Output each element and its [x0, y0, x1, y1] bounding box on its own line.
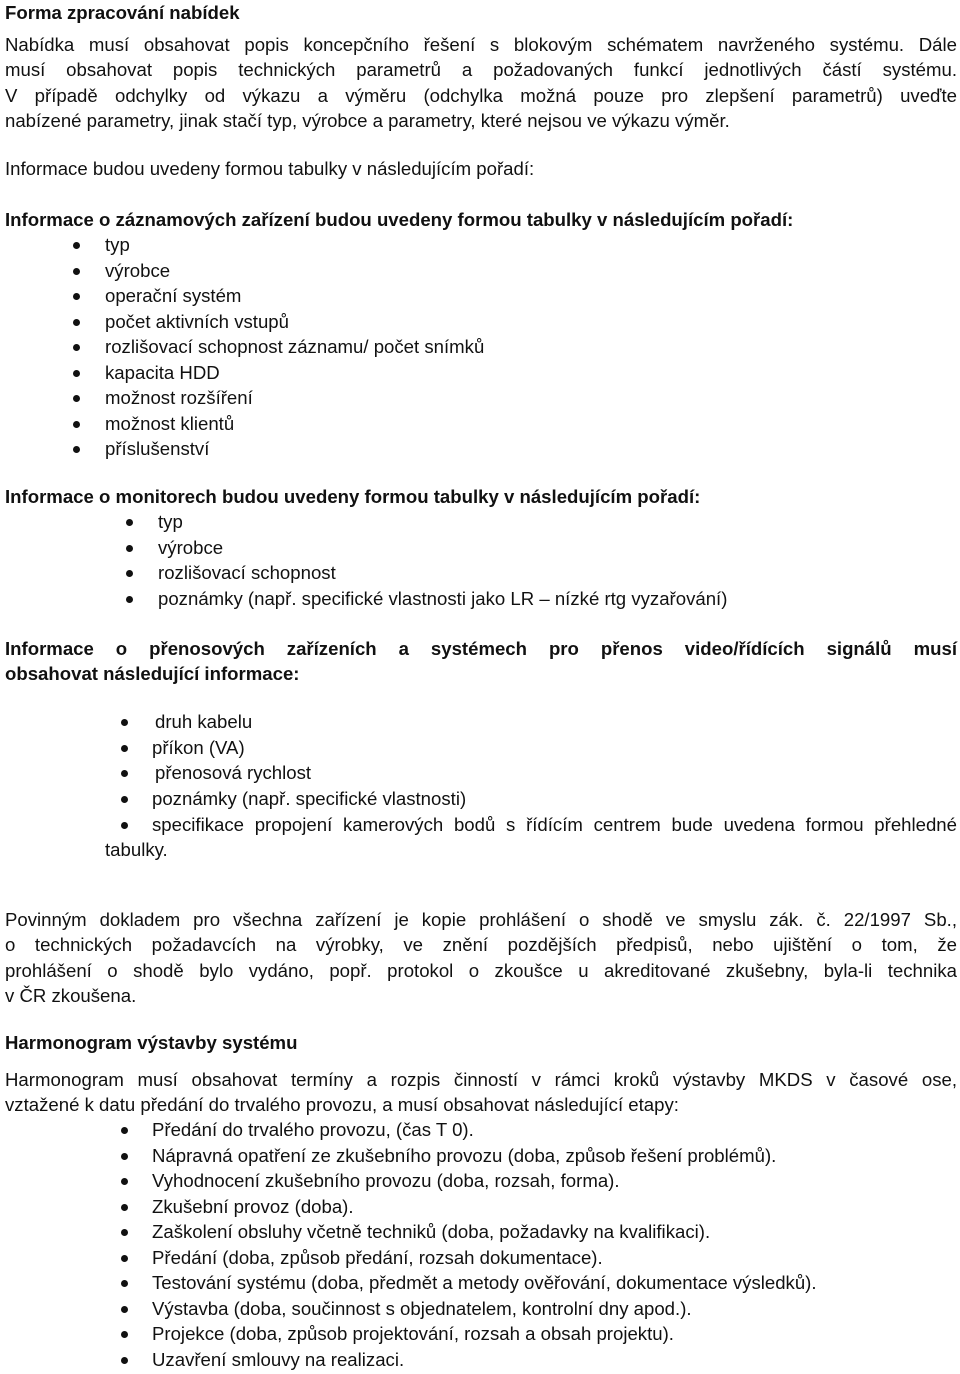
list-item-text: počet aktivních vstupů — [105, 310, 289, 332]
list-item-text: možnost klientů — [105, 412, 235, 434]
list-item-text: Projekce (doba, způsob projektování, rozsah a obsah projektu). — [152, 1323, 674, 1344]
bullet-icon — [121, 1280, 128, 1287]
recording-devices-list — [0, 232, 960, 462]
list-item-text: operační systém — [105, 285, 242, 306]
list-item-text: typ — [105, 234, 130, 255]
list-item — [0, 760, 960, 786]
paragraph-line: v ČR zkoušena. — [5, 984, 137, 1006]
bullet-icon — [126, 545, 133, 552]
list-item — [0, 786, 960, 812]
section-title-offer-form: Forma zpracování nabídek — [5, 2, 240, 23]
list-item — [0, 309, 960, 335]
schedule-title: Harmonogram výstavby systému — [5, 1032, 298, 1053]
list-item-text: specifikace propojení kamerových bodů s řídícím centrem bude uvedena formou přehledné tabulky. — [105, 814, 957, 861]
paragraph-line: Povinným dokladem pro všechna zařízení je kopie prohlášení o shodě ve smyslu zák. č. 22/1997 Sb., — [5, 909, 957, 930]
list-item — [0, 436, 960, 462]
schedule-paragraph — [5, 1067, 957, 1118]
list-item-text: poznámky (např. specifické vlastnosti) — [152, 787, 467, 809]
list-item — [0, 283, 960, 309]
list-item — [0, 1168, 960, 1194]
list-item-text: Zkušební provoz (doba). — [152, 1195, 354, 1217]
list-item-text: rozlišovací schopnost — [158, 562, 336, 583]
list-item — [0, 1219, 960, 1245]
list-item-text: výrobce — [158, 536, 224, 558]
bullet-icon — [73, 395, 80, 402]
bullet-icon — [121, 745, 128, 752]
list-item — [0, 560, 960, 586]
list-item — [0, 1194, 960, 1220]
recording-devices-heading: Informace o záznamových zařízení budou uvedeny formou tabulky v následujícím pořadí: — [5, 209, 794, 230]
bullet-icon — [73, 242, 80, 249]
list-item-text: Předání (doba, způsob předání, rozsah dokumentace). — [152, 1246, 603, 1268]
bullet-icon — [126, 519, 133, 526]
bullet-icon — [73, 446, 80, 453]
paragraph-line: prohlášení o shodě bylo vydáno, popř. protokol o zkoušce u akreditované zkušebny, byla-li technika — [5, 959, 957, 981]
offer-paragraph — [5, 32, 957, 133]
paragraph-line: Nabídka musí obsahovat popis koncepčního řešení s blokovým schématem navrženého systému. Dále — [5, 34, 957, 55]
list-item — [0, 411, 960, 437]
schedule-stages-list — [0, 1117, 960, 1372]
bullet-icon — [126, 596, 133, 603]
list-item — [0, 735, 960, 761]
list-item — [0, 1347, 960, 1373]
list-item-text: kapacita HDD — [105, 361, 220, 383]
bullet-icon — [121, 1357, 128, 1364]
bullet-icon — [121, 1229, 128, 1236]
list-item-text: Zaškolení obsluhy včetně techniků (doba, požadavky na kvalifikaci). — [152, 1221, 711, 1242]
list-item-text: rozlišovací schopnost záznamu/ počet snímků — [105, 336, 485, 357]
list-item — [0, 586, 960, 612]
list-item — [0, 334, 960, 360]
list-item — [0, 1270, 960, 1296]
bullet-icon — [121, 1127, 128, 1134]
bullet-icon — [126, 570, 133, 577]
list-item — [0, 385, 960, 411]
paragraph-line: nabízené parametry, jinak stačí typ, výrobce a parametry, které nejsou ve výkazu výměr. — [5, 109, 730, 131]
list-item — [0, 232, 960, 258]
list-item-text: typ — [158, 511, 183, 532]
list-item-text: příslušenství — [105, 438, 210, 459]
bullet-icon — [121, 1178, 128, 1185]
transmission-heading — [5, 636, 957, 687]
list-item-text: Vyhodnocení zkušebního provozu (doba, rozsah, forma). — [152, 1170, 620, 1191]
bullet-icon — [121, 719, 128, 726]
bullet-icon — [121, 796, 128, 803]
list-item — [0, 709, 960, 735]
paragraph-line: Harmonogram musí obsahovat termíny a rozpis činností v rámci kroků výstavby MKDS v časové ose, — [5, 1069, 957, 1090]
paragraph-line: musí obsahovat popis technických parametrů a požadovaných funkcí jednotlivých částí systému. — [5, 59, 957, 81]
list-item-text: Předání do trvalého provozu, (čas T 0). — [152, 1119, 474, 1140]
heading-line: Informace o přenosových zařízeních a systémech pro přenos video/řídících signálů musí — [5, 638, 957, 659]
list-item-text: přenosová rychlost — [155, 762, 312, 783]
bullet-icon — [121, 1153, 128, 1160]
bullet-icon — [73, 344, 80, 351]
list-item — [0, 1117, 960, 1143]
list-item-text: poznámky (např. specifické vlastnosti jako LR – nízké rtg vyzařování) — [158, 587, 728, 609]
bullet-icon — [121, 1255, 128, 1262]
bullet-icon — [73, 268, 80, 275]
list-item-text: výrobce — [105, 259, 171, 281]
list-item — [0, 1296, 960, 1322]
list-item — [0, 535, 960, 561]
paragraph-line: V případě odchylky od výkazu a výměru (odchylka možná pouze pro zlepšení parametrů) uveďte — [5, 84, 957, 106]
bullet-icon — [73, 293, 80, 300]
bullet-icon — [121, 770, 128, 777]
paragraph-line: o technických požadavcích na výrobky, ve znění pozdějších předpisů, nebo ujištění o tom, že — [5, 934, 957, 956]
paragraph-line: vztažené k datu předání do trvalého provozu, a musí obsahovat následující etapy: — [5, 1094, 679, 1116]
list-item — [0, 1245, 960, 1271]
bullet-icon — [73, 319, 80, 326]
heading-line: obsahovat následující informace: — [5, 663, 300, 685]
bullet-icon — [121, 1331, 128, 1338]
list-item — [0, 1321, 960, 1347]
bullet-icon — [73, 421, 80, 428]
proof-paragraph — [5, 907, 957, 1008]
list-item-text: Nápravná opatření ze zkušebního provozu (doba, způsob řešení problémů). — [152, 1144, 777, 1166]
monitors-heading: Informace o monitorech budou uvedeny formou tabulky v následujícím pořadí: — [5, 486, 701, 507]
list-item — [0, 509, 960, 535]
transmission-list — [0, 709, 960, 811]
list-item-text: Uzavření smlouvy na realizaci. — [152, 1348, 405, 1370]
bullet-icon — [73, 370, 80, 377]
list-item — [0, 258, 960, 284]
bullet-icon — [121, 1306, 128, 1313]
list-item — [0, 1143, 960, 1169]
list-item-text: příkon (VA) — [152, 736, 245, 758]
bullet-icon — [121, 1204, 128, 1211]
list-item-text: možnost rozšíření — [105, 387, 253, 408]
table-order-note: Informace budou uvedeny formou tabulky v následujícím pořadí: — [5, 158, 535, 179]
monitors-list — [0, 509, 960, 611]
list-item — [0, 360, 960, 386]
list-item-text: Výstavba (doba, součinnost s objednatelem, kontrolní dny apod.). — [152, 1297, 692, 1319]
list-item-text: Testování systému (doba, předmět a metody ověřování, dokumentace výsledků). — [152, 1272, 817, 1293]
list-item-text: druh kabelu — [155, 711, 253, 732]
